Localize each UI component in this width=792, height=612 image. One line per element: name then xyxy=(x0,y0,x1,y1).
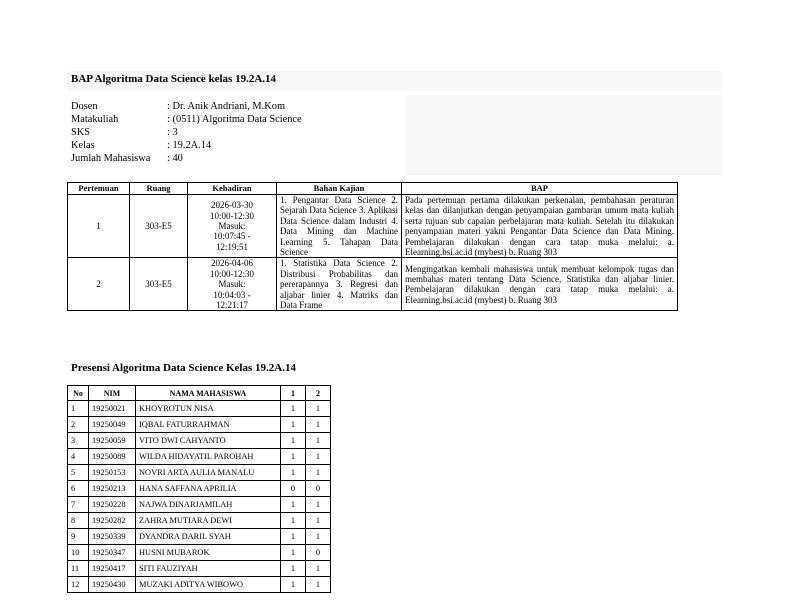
nim-cell: 19250339 xyxy=(89,529,136,545)
nim-cell: 19250417 xyxy=(89,561,136,577)
nim-cell: 19250059 xyxy=(89,433,136,449)
no-cell: 10 xyxy=(68,545,89,561)
nama-cell: VITO DWI CAHYANTO xyxy=(136,433,281,449)
nama-cell: ZAHRA MUTIARA DEWI xyxy=(136,513,281,529)
info-key: Matakuliah xyxy=(71,114,119,125)
bahan-kajian-cell: 1. Pengantar Data Science 2. Sejarah Data Science 3. Aplikasi Data Science dalam Industri 4. Data Mining dan Machine Learning 5. Tahapan Data Science xyxy=(277,195,402,258)
p1-cell: 1 xyxy=(281,513,306,529)
header-bahan-kajian: Bahan Kajian xyxy=(277,183,402,195)
page-title: BAP Algoritma Data Science kelas 19.2A.14 xyxy=(71,73,277,85)
presensi-row xyxy=(68,481,331,497)
kehadiran-line: 2026-04-06 xyxy=(211,258,253,269)
header-nim: NIM xyxy=(89,386,136,401)
p1-cell: 1 xyxy=(281,449,306,465)
presensi-header-row xyxy=(68,386,331,401)
nim-cell: 19250347 xyxy=(89,545,136,561)
p2-cell: 1 xyxy=(306,561,331,577)
nama-cell: HANA SAFFANA APRILIA xyxy=(136,481,281,497)
kehadiran-line: 10:04:03 - xyxy=(213,289,251,300)
kehadiran-line: Masuk: xyxy=(218,221,246,232)
kehadiran-line: 12:19:51 xyxy=(215,241,248,252)
no-cell: 9 xyxy=(68,529,89,545)
bap-cell: Pada pertemuan pertama dilakukan perkenalan, pembahasan peraturan kelas dan dilanjutkan dengan penyampaian gambaran umum mata kuliah serta tujuan sub capaian perbelajaran mata kuliah. Setelah itu dilakukan penyampaian materi yakni Pengantar Data Science dan Data Mining. Pembelajaran dilakukan dengan cara tatap muka melalui: a. Elearning.bsi.ac.id (mybest) b. Ruang 303 xyxy=(402,195,678,258)
info-row xyxy=(71,152,302,165)
presensi-row xyxy=(68,401,331,417)
nama-cell: HUSNI MUBAROK xyxy=(136,545,281,561)
no-cell: 1 xyxy=(68,401,89,417)
bahan-kajian-cell: 1. Statistika Data Science 2. Distribusi Probabilitas dan pererapannya 3. Regresi dan aljabar linier 4. Matriks dan Data Frame xyxy=(277,258,402,311)
p2-cell: 1 xyxy=(306,529,331,545)
bap-cell: Mengingatkan kembali mahasiswa untuk membuat kelompok tugas dan membahas materi tentang Data Science, Statistika dan aljabar linier. Pembelajaran dilakukan dengan cara tatap muka melalui: a. Elearning.bsi.ac.id (mybest) b. Ruang 303 xyxy=(402,258,678,311)
no-cell: 11 xyxy=(68,561,89,577)
kehadiran-cell xyxy=(188,195,277,258)
info-key: SKS xyxy=(71,127,91,138)
no-cell: 6 xyxy=(68,481,89,497)
header-p1: 1 xyxy=(281,386,306,401)
p2-cell: 1 xyxy=(306,497,331,513)
kehadiran-line: 10:00-12:30 xyxy=(210,268,254,279)
nama-cell: SITI FAUZIYAH xyxy=(136,561,281,577)
nama-cell: WILDA HIDAYATIL PAROHAH xyxy=(136,449,281,465)
info-key: Kelas xyxy=(71,140,95,151)
presensi-table xyxy=(67,385,331,593)
p1-cell: 1 xyxy=(281,433,306,449)
info-band xyxy=(406,95,722,175)
p1-cell: 1 xyxy=(281,545,306,561)
nim-cell: 19250282 xyxy=(89,513,136,529)
p2-cell: 1 xyxy=(306,449,331,465)
nim-cell: 19250213 xyxy=(89,481,136,497)
info-key: Jumlah Mahasiswa xyxy=(71,153,151,164)
no-cell: 8 xyxy=(68,513,89,529)
pertemuan-cell: 1 xyxy=(68,195,130,258)
kehadiran-line: 10:00-12:30 xyxy=(210,210,254,221)
presensi-row xyxy=(68,449,331,465)
info-row xyxy=(71,126,302,139)
header-ruang: Ruang xyxy=(130,183,188,195)
info-value: : 40 xyxy=(167,153,183,164)
nama-cell: NOVRI ARTA AULIA MANALU xyxy=(136,465,281,481)
info-value: : 3 xyxy=(167,127,178,138)
presensi-row xyxy=(68,545,331,561)
no-cell: 12 xyxy=(68,577,89,593)
nama-cell: MUZAKI ADITYA WIBOWO xyxy=(136,577,281,593)
p2-cell: 0 xyxy=(306,481,331,497)
presensi-row xyxy=(68,433,331,449)
nim-cell: 19250021 xyxy=(89,401,136,417)
no-cell: 3 xyxy=(68,433,89,449)
p1-cell: 1 xyxy=(281,577,306,593)
nim-cell: 19250089 xyxy=(89,449,136,465)
header-nama: NAMA MAHASISWA xyxy=(136,386,281,401)
presensi-row xyxy=(68,417,331,433)
p2-cell: 1 xyxy=(306,465,331,481)
nama-cell: IQBAL FATURRAHMAN xyxy=(136,417,281,433)
ruang-cell: 303-E5 xyxy=(130,258,188,311)
presensi-title: Presensi Algoritma Data Science Kelas 19.2A.14 xyxy=(71,362,296,374)
ruang-cell: 303-E5 xyxy=(130,195,188,258)
info-value: : Dr. Anik Andriani, M.Kom xyxy=(167,101,286,112)
info-value: : (0511) Algoritma Data Science xyxy=(167,114,302,125)
info-row xyxy=(71,100,302,113)
nama-cell: NAJWA DINARJAMILAH xyxy=(136,497,281,513)
p1-cell: 1 xyxy=(281,465,306,481)
p2-cell: 1 xyxy=(306,417,331,433)
nim-cell: 19250430 xyxy=(89,577,136,593)
bap-row xyxy=(68,195,678,258)
pertemuan-cell: 2 xyxy=(68,258,130,311)
kehadiran-line: 2026-03-30 xyxy=(211,200,253,211)
p2-cell: 1 xyxy=(306,577,331,593)
p2-cell: 1 xyxy=(306,401,331,417)
p1-cell: 1 xyxy=(281,417,306,433)
nama-cell: KHOYROTUN NISA xyxy=(136,401,281,417)
header-bap: BAP xyxy=(402,183,678,195)
presensi-row xyxy=(68,561,331,577)
kehadiran-line: 10:07:45 - xyxy=(213,231,251,242)
header-kehadiran: Kehadiran xyxy=(188,183,277,195)
info-key: Dosen xyxy=(71,101,98,112)
nim-cell: 19250153 xyxy=(89,465,136,481)
info-row xyxy=(71,139,302,152)
nama-cell: DYANDRA DARIL SYAH xyxy=(136,529,281,545)
no-cell: 4 xyxy=(68,449,89,465)
presensi-row xyxy=(68,465,331,481)
no-cell: 7 xyxy=(68,497,89,513)
p2-cell: 1 xyxy=(306,433,331,449)
header-no: No xyxy=(68,386,89,401)
header-pertemuan: Pertemuan xyxy=(68,183,130,195)
info-value: : 19.2A.14 xyxy=(167,140,212,151)
bap-header-row xyxy=(68,183,678,195)
p2-cell: 1 xyxy=(306,513,331,529)
p1-cell: 1 xyxy=(281,561,306,577)
info-row xyxy=(71,113,302,126)
p2-cell: 0 xyxy=(306,545,331,561)
p1-cell: 0 xyxy=(281,481,306,497)
p1-cell: 1 xyxy=(281,497,306,513)
nim-cell: 19250228 xyxy=(89,497,136,513)
kehadiran-line: 12:21:17 xyxy=(215,300,248,311)
kehadiran-cell xyxy=(188,258,277,311)
bap-row xyxy=(68,258,678,311)
presensi-row xyxy=(68,497,331,513)
nim-cell: 19250049 xyxy=(89,417,136,433)
kehadiran-line: Masuk: xyxy=(218,279,246,290)
presensi-row xyxy=(68,529,331,545)
p1-cell: 1 xyxy=(281,529,306,545)
no-cell: 5 xyxy=(68,465,89,481)
p1-cell: 1 xyxy=(281,401,306,417)
course-info xyxy=(71,100,302,165)
presensi-row xyxy=(68,513,331,529)
header-p2: 2 xyxy=(306,386,331,401)
presensi-row xyxy=(68,577,331,593)
no-cell: 2 xyxy=(68,417,89,433)
bap-table xyxy=(67,182,678,311)
